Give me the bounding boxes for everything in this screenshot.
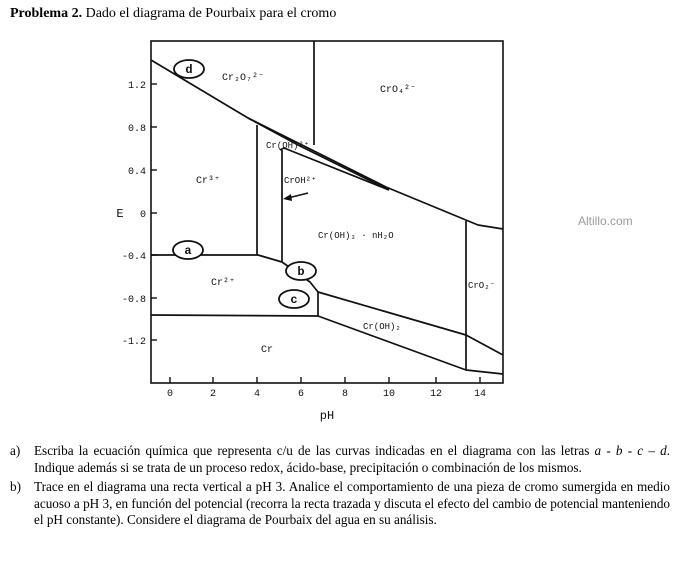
curve-label-a: a bbox=[184, 244, 192, 258]
y-tick-label: 0.4 bbox=[127, 167, 146, 178]
x-tick-label: 0 bbox=[166, 389, 174, 400]
species-cr: Cr bbox=[261, 345, 274, 356]
y-tick-label: -0.8 bbox=[121, 295, 146, 306]
x-tick-marks bbox=[170, 377, 480, 383]
species-cr2: Cr²⁺ bbox=[211, 278, 236, 289]
line-crohsolid-lower bbox=[318, 316, 503, 374]
curve-label-d: d bbox=[185, 63, 193, 77]
x-tick-label: 10 bbox=[382, 389, 396, 400]
species-croh3: Cr(OH)₃ · nH₂O bbox=[318, 231, 394, 241]
x-tick-label: 6 bbox=[297, 389, 305, 400]
watermark: Altillo.com bbox=[578, 214, 633, 228]
question-a-letters: a - b - c – d bbox=[594, 443, 667, 458]
x-axis-label: pH bbox=[319, 409, 335, 423]
species-croh2-alt: CrOH²⁺ bbox=[284, 176, 317, 186]
species-cro2: CrO₂⁻ bbox=[468, 281, 496, 291]
question-b-tag: b) bbox=[10, 479, 21, 494]
species-dichromate: Cr₂O₇²⁻ bbox=[222, 73, 265, 84]
question-b bbox=[10, 479, 670, 529]
stability-boundaries bbox=[151, 41, 503, 374]
y-axis-label: E bbox=[116, 207, 124, 221]
problem-statement: Dado el diagrama de Pourbaix para el cromo bbox=[85, 6, 337, 21]
question-a bbox=[10, 443, 670, 476]
question-list bbox=[10, 443, 670, 532]
x-tick-label: 14 bbox=[473, 389, 487, 400]
y-tick-label: 0 bbox=[139, 210, 146, 221]
y-tick-label: 1.2 bbox=[127, 81, 146, 92]
question-a-tag: a) bbox=[10, 443, 21, 458]
species-cr3: Cr³⁺ bbox=[196, 176, 221, 187]
line-c-cr-cr2 bbox=[151, 315, 318, 316]
curve-label-c: c bbox=[290, 293, 298, 307]
x-tick-label: 12 bbox=[429, 389, 443, 400]
x-tick-label: 2 bbox=[209, 389, 217, 400]
line-a-cr3-cr2 bbox=[151, 255, 282, 262]
question-a-text-start: Escriba la ecuación química que representa c/u de las curvas indicadas en el diagrama con las letras bbox=[34, 443, 595, 458]
species-chromate: CrO₄²⁻ bbox=[380, 85, 417, 96]
y-tick-label: -1.2 bbox=[121, 337, 146, 348]
curve-label-b: b bbox=[297, 265, 305, 279]
question-b-text: Trace en el diagrama una recta vertical a pH 3. Analice el comportamiento de una pieza de cromo sumergida en medio acuoso a pH 3, en función del potencial (recorra la recta trazada y discuta el efecto del cambio de potencial manteniendo el pH constante). Considere el diagrama de Pourbaix del agua en su análisis. bbox=[34, 479, 671, 527]
x-tick-label: 4 bbox=[253, 389, 261, 400]
line-d-dichromate-cr3 bbox=[151, 60, 503, 229]
y-tick-label: 0.8 bbox=[127, 124, 146, 135]
problem-label: Problema 2. bbox=[10, 6, 83, 21]
question-a-text-end: . Indique además si se trata de un proceso redox, ácido-base, precipitación o combinación de los mismos. bbox=[34, 443, 670, 475]
species-croh2-solid: Cr(OH)₂ bbox=[363, 322, 401, 332]
y-tick-label: -0.4 bbox=[121, 252, 146, 263]
line-crohsolid-upper bbox=[318, 292, 503, 355]
arrow-head bbox=[283, 194, 292, 201]
species-croh2: Cr(OH)²⁺ bbox=[266, 141, 310, 151]
x-tick-label: 8 bbox=[341, 389, 349, 400]
y-tick-marks bbox=[151, 84, 157, 340]
